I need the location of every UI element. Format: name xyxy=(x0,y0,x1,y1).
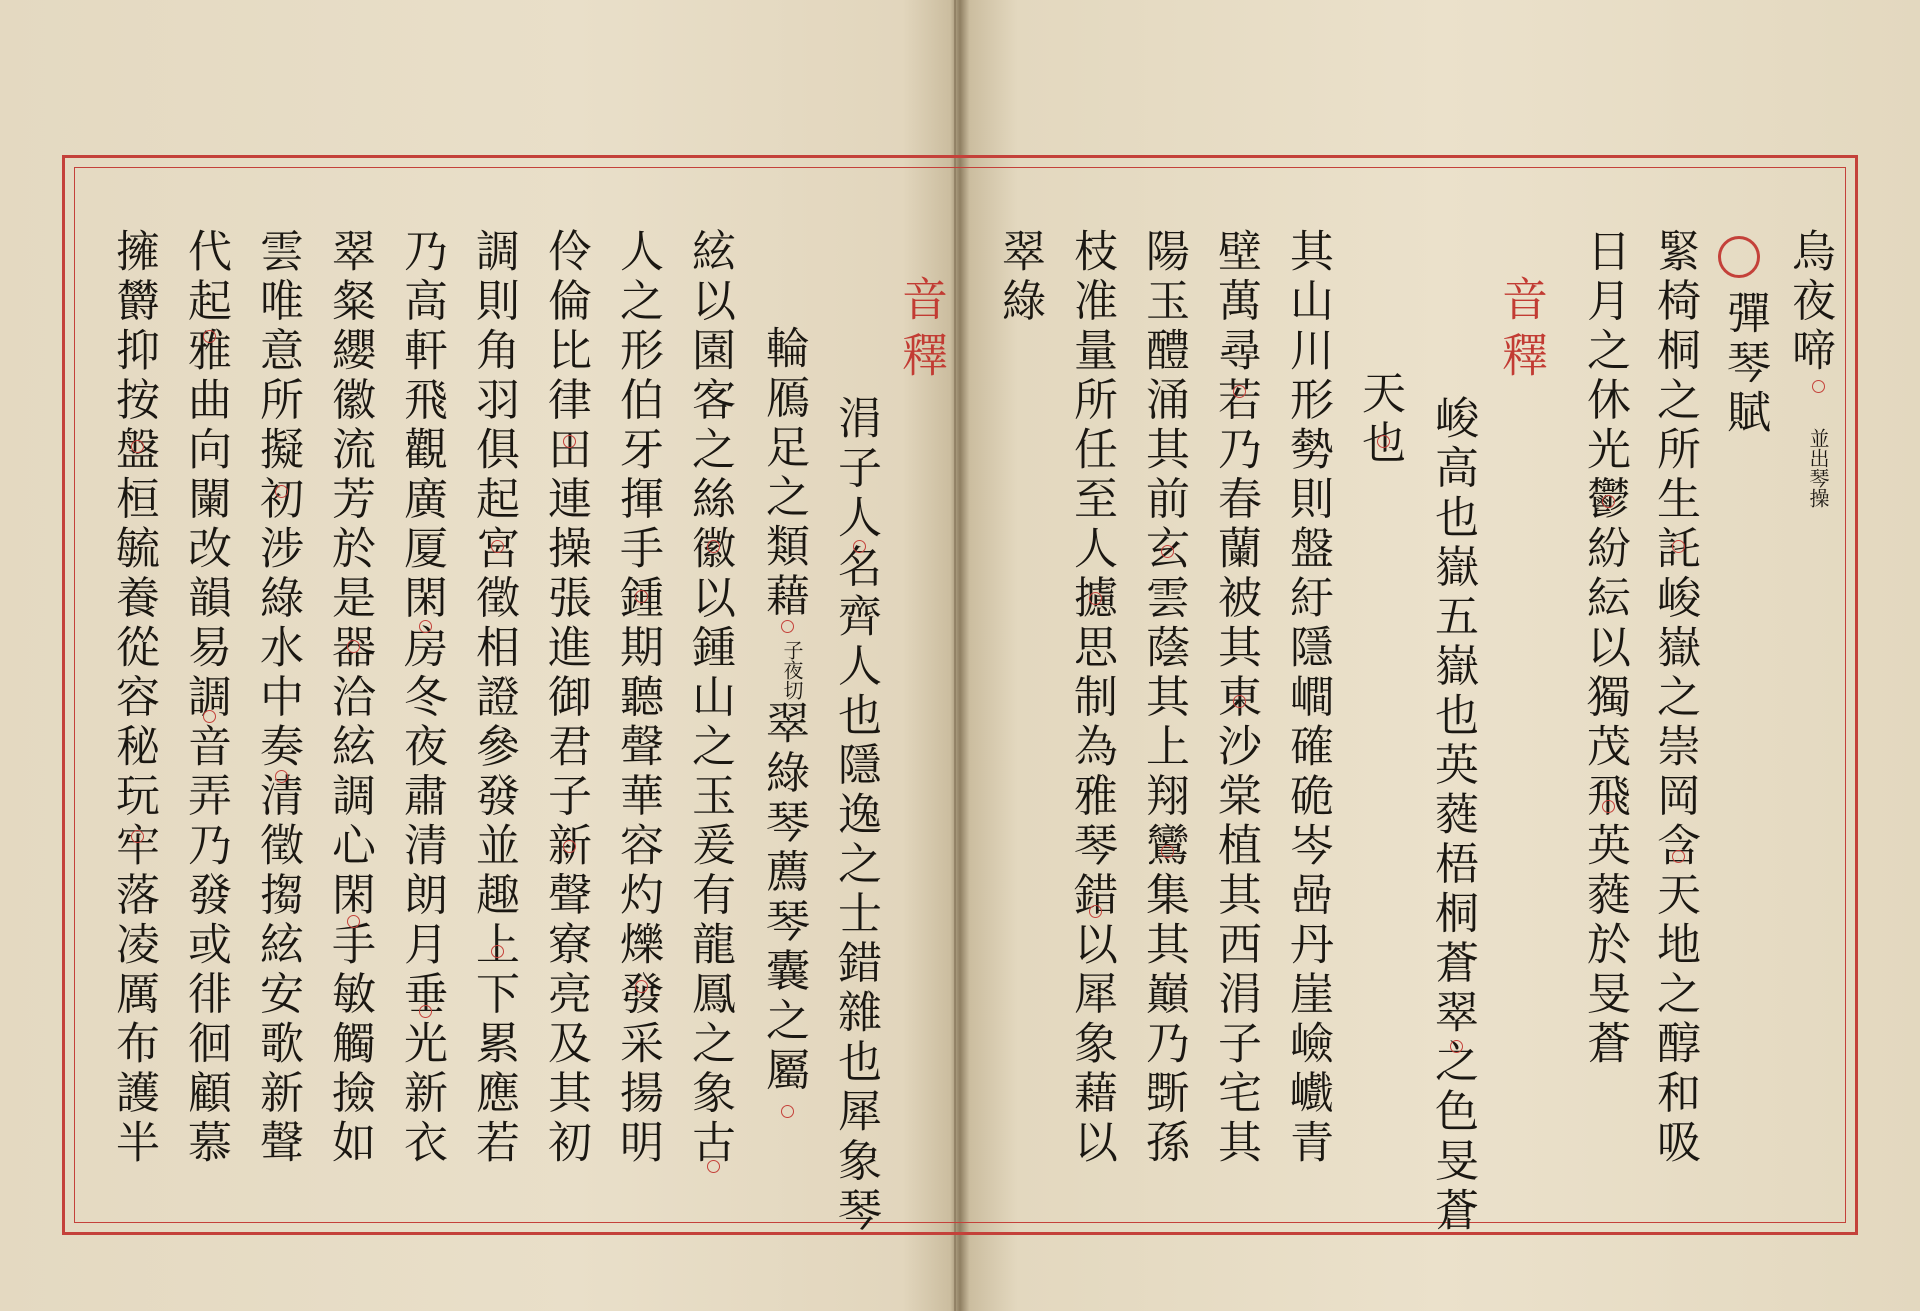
right-col-9: 翠綠 xyxy=(994,228,1045,327)
punctuation-mark xyxy=(1672,850,1685,863)
right-col-5: 其山川形勢則盤紆隱𡼏確硊岑喦丹崖嶮巇青 xyxy=(1282,228,1333,1169)
left-inline-note: 子夜切 xyxy=(780,640,804,700)
punctuation-mark xyxy=(1812,380,1825,393)
punctuation-mark xyxy=(347,915,360,928)
punctuation-mark xyxy=(563,435,576,448)
punctuation-mark xyxy=(491,540,504,553)
punctuation-mark xyxy=(1089,905,1102,918)
left-col-9: 雲唯意所擬初涉綠水中奏清徵搊絃安歌新聲 xyxy=(252,228,303,1169)
right-section-heading: 彈琴賦 xyxy=(1719,290,1770,439)
punctuation-mark xyxy=(853,540,866,553)
punctuation-mark xyxy=(1377,435,1390,448)
punctuation-mark xyxy=(635,980,648,993)
punctuation-mark xyxy=(275,485,288,498)
right-title-note: 並出琴操 xyxy=(1806,428,1830,508)
punctuation-mark xyxy=(419,1005,432,1018)
right-yinshi-label: 音釋 xyxy=(1495,275,1549,387)
punctuation-mark xyxy=(1672,540,1685,553)
punctuation-mark xyxy=(203,330,216,343)
left-col-11: 擁欝抑按盤桓毓養從容秘玩牢落凌厲布護半 xyxy=(108,228,159,1169)
punctuation-mark xyxy=(1161,545,1174,558)
section-circle-mark xyxy=(1718,236,1760,278)
punctuation-mark xyxy=(275,770,288,783)
right-title: 烏夜啼 xyxy=(1784,228,1835,377)
punctuation-mark xyxy=(1161,845,1174,858)
punctuation-mark xyxy=(781,620,794,633)
right-col-3: 峻高也嶽五嶽也英蕤梧桐蒼翠之色旻蒼 xyxy=(1427,395,1478,1237)
punctuation-mark xyxy=(781,1105,794,1118)
punctuation-mark xyxy=(707,1160,720,1173)
right-col-2: 日月之休光鬱紛紜以獨茂飛英蕤於旻蒼 xyxy=(1579,228,1630,1070)
punctuation-mark xyxy=(203,710,216,723)
punctuation-mark xyxy=(1089,592,1102,605)
punctuation-mark xyxy=(419,620,432,633)
left-col-2b: 翠綠琴薦琴囊之屬 xyxy=(758,700,809,1096)
right-col-8: 枝准量所任至人攄思制為雅琴錯以犀象藉以 xyxy=(1066,228,1117,1169)
left-col-7: 乃高軒飛觀廣厦閑房冬夜肅清朗月垂光新衣 xyxy=(396,228,447,1169)
punctuation-mark xyxy=(563,840,576,853)
punctuation-mark xyxy=(131,830,144,843)
punctuation-mark xyxy=(491,945,504,958)
punctuation-mark xyxy=(1450,1040,1463,1053)
left-col-6: 調則角羽俱起宮徵相證參發並趣上下累應若 xyxy=(468,228,519,1169)
punctuation-mark xyxy=(707,540,720,553)
left-yinshi-label: 音釋 xyxy=(895,275,949,387)
left-col-5: 伶倫比律田連操張進御君子新聲寮亮及其初 xyxy=(540,228,591,1169)
right-col-1: 緊椅桐之所生託峻嶽之崇岡含天地之醇和吸 xyxy=(1649,228,1700,1169)
punctuation-mark xyxy=(635,590,648,603)
punctuation-mark xyxy=(1602,495,1615,508)
right-col-7: 陽玉醴涌其前玄雲蔭其上翔鸞集其巔乃斲孫 xyxy=(1138,228,1189,1169)
left-col-8: 翠粲纓徽流芳於是器洽絃調心閑手敏觸撿如 xyxy=(324,228,375,1169)
punctuation-mark xyxy=(131,440,144,453)
punctuation-mark xyxy=(1233,385,1246,398)
right-col-6: 壁萬尋若乃春蘭被其東沙棠植其西涓子宅其 xyxy=(1210,228,1261,1169)
punctuation-mark xyxy=(1233,695,1246,708)
left-col-4: 人之形伯牙揮手鍾期聽聲華容灼爍發采揚明 xyxy=(612,228,663,1169)
punctuation-mark xyxy=(347,640,360,653)
left-col-10: 代起雅曲向闌改韻易調音弄乃發或徘徊顧慕 xyxy=(180,228,231,1169)
left-col-2: 輪鴈足之類藉 xyxy=(758,325,809,622)
right-col-4: 天也 xyxy=(1354,370,1405,469)
left-col-3: 絃以園客之絲徽以鍾山之玉爰有龍鳳之象古 xyxy=(684,228,735,1169)
punctuation-mark xyxy=(1602,800,1615,813)
left-col-1: 涓子人名齊人也隱逸之士錯雜也犀象琴 xyxy=(830,395,881,1237)
